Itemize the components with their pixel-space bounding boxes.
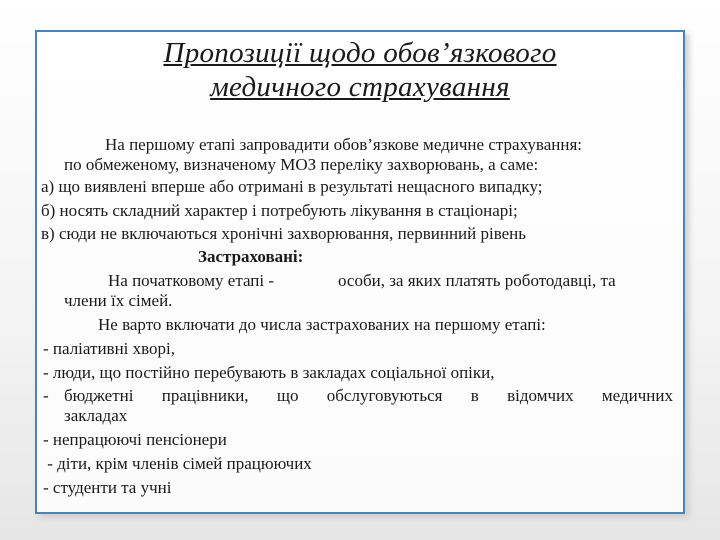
insured-line-2: члени їх сімей. bbox=[64, 291, 173, 310]
title-line-1: Пропозиції щодо обов’язкового bbox=[163, 37, 557, 69]
exclude-item-3-dash: - bbox=[43, 386, 49, 405]
intro-line-2: по обмеженому, визначеному МОЗ переліку захворювань, а саме: bbox=[64, 155, 539, 174]
exclude-item-4: - непрацюючі пенсіонери bbox=[43, 430, 227, 449]
exclude-heading: Не варто включати до числа застрахованих на першому етапі: bbox=[98, 315, 546, 334]
item-c: в) сюди не включаються хронічні захворювання, первинний рівень bbox=[41, 224, 527, 243]
item-a: а) що виявлені вперше або отримані в результаті нещасного випадку; bbox=[41, 177, 543, 196]
intro-line-1: На першому етапі запровадити обов’язкове медичне страхування: bbox=[105, 135, 582, 154]
exclude-item-5: - діти, крім членів сімей працюючих bbox=[43, 454, 312, 473]
insured-line-1b: особи, за яких платять роботодавці, та bbox=[338, 271, 616, 290]
item-b: б) носять складний характер і потребують лікування в стаціонарі; bbox=[41, 201, 518, 220]
exclude-item-6: - студенти та учні bbox=[43, 478, 172, 497]
exclude-item-2: - люди, що постійно перебувають в закладах соціальної опіки, bbox=[43, 363, 495, 382]
title-line-2: медичного страхування bbox=[210, 71, 510, 103]
exclude-item-1: - паліативні хворі, bbox=[43, 339, 176, 358]
exclude-item-3-cont: закладах bbox=[64, 406, 128, 425]
exclude-item-3: бюджетні працівники, що обслуговуються в відомчих медичних bbox=[64, 386, 673, 405]
insured-heading: Застраховані: bbox=[198, 247, 304, 266]
insured-line-1a: На початковому етапі - bbox=[108, 271, 275, 290]
